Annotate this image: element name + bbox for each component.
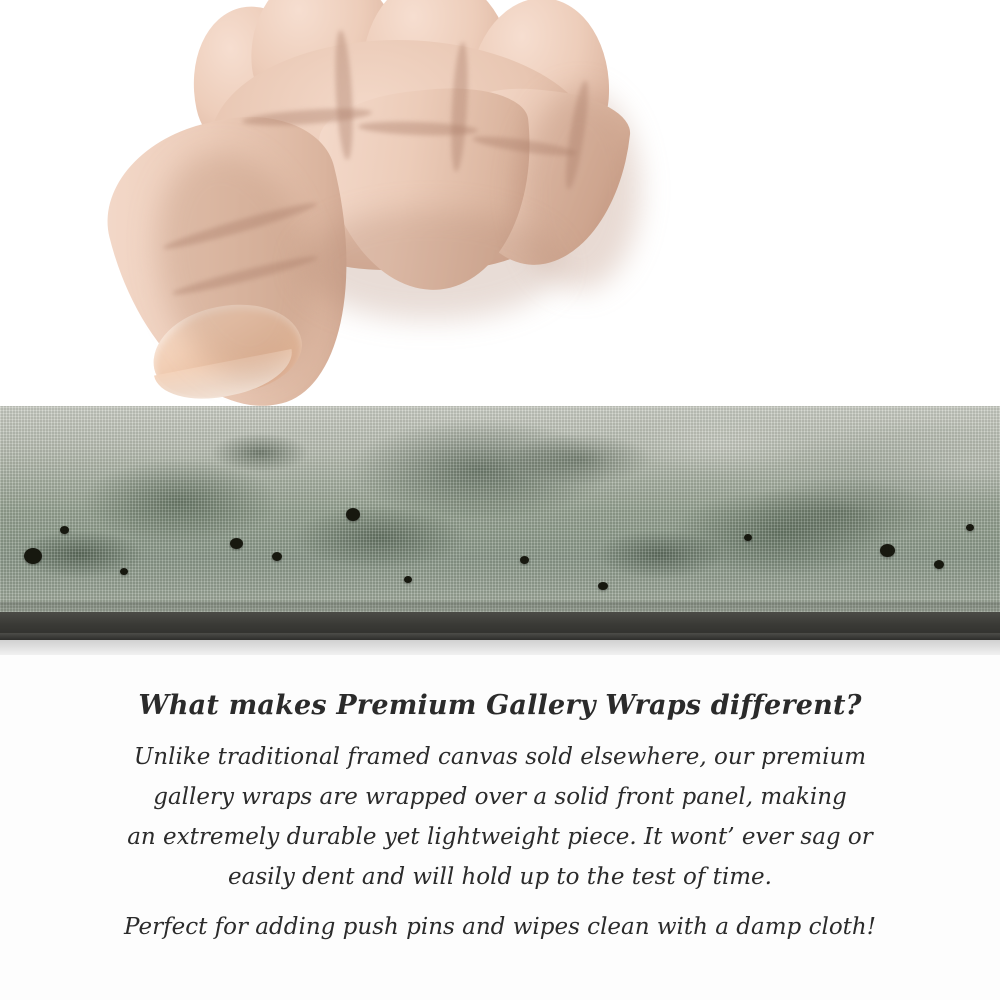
canvas-speck	[966, 524, 974, 531]
canvas-speck	[404, 576, 412, 583]
caption-title: What makes Premium Gallery Wraps different?	[138, 690, 862, 721]
canvas-speck	[60, 526, 69, 534]
canvas-speck	[120, 568, 128, 575]
wrap-side-panel	[0, 612, 1000, 640]
canvas-speck	[272, 552, 282, 561]
canvas-speck	[880, 544, 895, 557]
caption-line: an extremely durable yet lightweight piece. It wont’ ever sag or	[127, 824, 873, 850]
hand-shading	[300, 210, 560, 320]
canvas-speck	[24, 548, 42, 564]
gallery-wrap-canvas-edge	[0, 406, 1000, 618]
canvas-speck	[230, 538, 243, 549]
canvas-speck	[520, 556, 529, 564]
human-hand	[100, 0, 620, 440]
caption-line: gallery wraps are wrapped over a solid front panel, making	[153, 784, 847, 810]
canvas-dark-specks	[0, 406, 1000, 618]
wrap-drop-shadow	[0, 640, 1000, 655]
caption-line: Unlike traditional framed canvas sold elsewhere, our premium	[133, 744, 867, 770]
caption-body	[0, 737, 1000, 947]
caption-block	[0, 690, 1000, 947]
canvas-speck	[346, 508, 360, 521]
caption-line: easily dent and will hold up to the test of time.	[228, 864, 772, 890]
caption-closing-line: Perfect for adding push pins and wipes clean with a damp cloth!	[124, 914, 876, 940]
canvas-speck	[934, 560, 944, 569]
canvas-speck	[744, 534, 752, 541]
canvas-speck	[598, 582, 608, 590]
